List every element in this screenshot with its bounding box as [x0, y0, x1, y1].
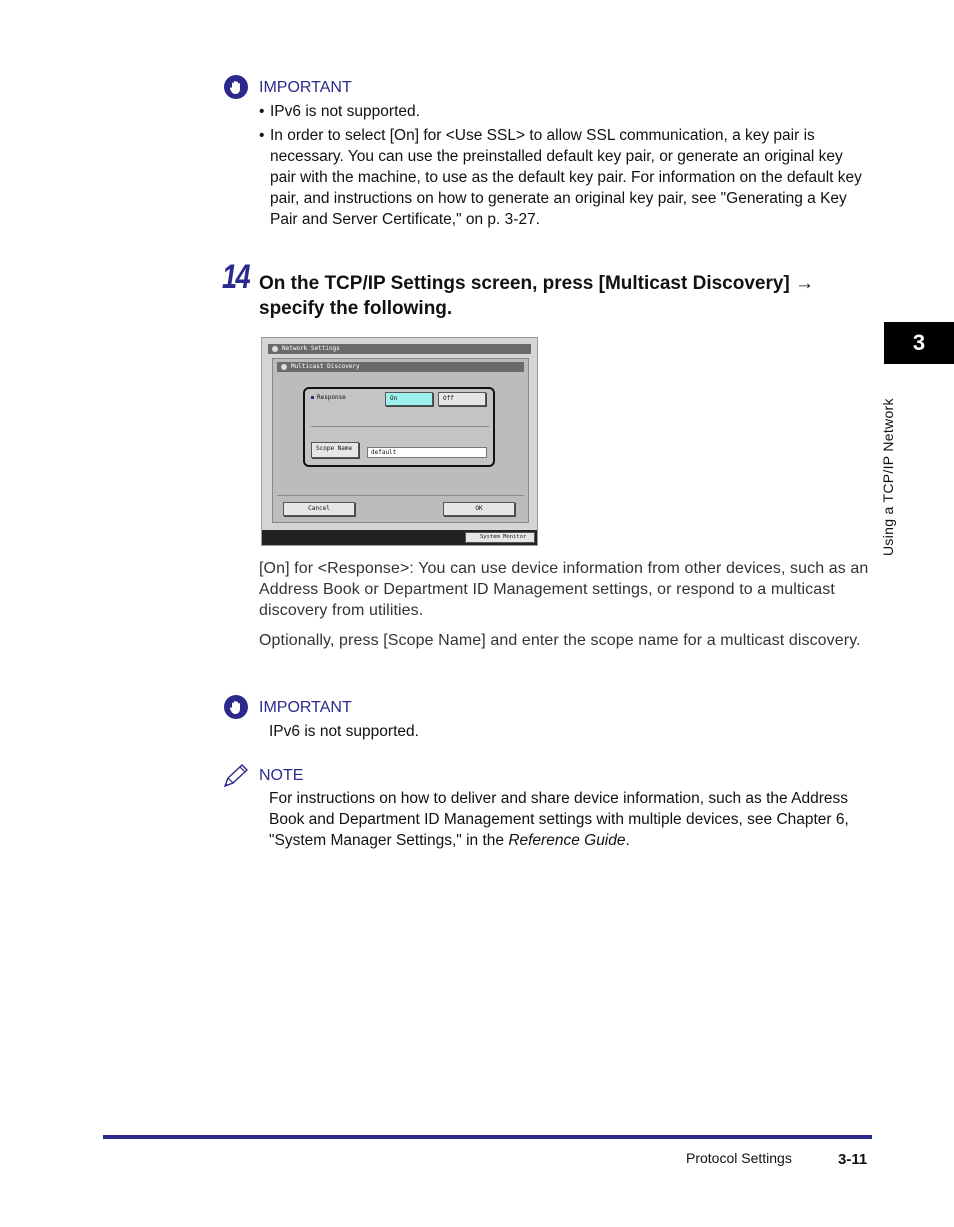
network-icon: [281, 364, 287, 370]
response-bullet-icon: [311, 396, 314, 399]
list-item: • IPv6 is not supported.: [259, 101, 871, 122]
hand-stop-icon: [224, 75, 248, 99]
window-title: Network Settings: [282, 345, 340, 352]
scope-name-field[interactable]: default: [367, 447, 487, 458]
description-scope-name: Optionally, press [Scope Name] and enter the scope name for a multicast discovery.: [259, 632, 861, 649]
step-title-part1: On the TCP/IP Settings screen, press [Multicast Discovery]: [259, 273, 796, 294]
divider: [311, 426, 489, 427]
response-label: Response: [317, 394, 346, 401]
status-bar: [262, 530, 537, 545]
network-icon: [272, 346, 278, 352]
dialog-title: Multicast Discovery: [291, 363, 360, 370]
scope-name-button[interactable]: Scope Name: [311, 442, 359, 458]
device-screenshot: [261, 337, 538, 546]
settings-frame: [303, 387, 495, 467]
on-button[interactable]: On: [385, 392, 433, 406]
note-text-main: For instructions on how to deliver and share device information, such as the Address Book and Department ID Management settings with multiple devices, see Chapter 6, "System Manager Settings," in the: [269, 790, 849, 849]
page-number: 3-11: [838, 1151, 868, 1168]
important-heading: IMPORTANT: [259, 699, 352, 716]
divider: [277, 495, 524, 496]
step-number: 14: [222, 258, 250, 296]
important-heading: IMPORTANT: [259, 79, 352, 96]
note-text: [269, 788, 871, 851]
step-title: [259, 271, 879, 321]
system-monitor-button[interactable]: System Monitor: [465, 532, 535, 543]
description-response: [On] for <Response>: You can use device information from other devices, such as an Address Book or Department ID Management settings, or respond to a multicast discovery from utilities.: [259, 560, 869, 619]
chapter-tab: 3: [884, 322, 954, 364]
note-heading: NOTE: [259, 767, 304, 784]
reference-guide-title: Reference Guide: [508, 832, 626, 849]
dialog-title-bar: [277, 362, 524, 372]
step-title-part2: specify the following.: [259, 298, 453, 319]
important-text: IPv6 is not supported.: [269, 723, 419, 740]
window-title-bar: [268, 344, 531, 354]
hand-stop-icon: [224, 695, 248, 719]
cancel-button[interactable]: Cancel: [283, 502, 355, 516]
ok-button[interactable]: OK: [443, 502, 515, 516]
arrow-right-icon: →: [795, 273, 815, 294]
note-text-end: .: [625, 832, 630, 849]
footer-section: Protocol Settings: [686, 1150, 792, 1166]
pencil-icon: [222, 763, 250, 789]
off-button[interactable]: Off: [438, 392, 486, 406]
dialog-panel: [272, 358, 529, 523]
footer-rule: [103, 1135, 872, 1139]
chapter-title: Using a TCP/IP Network: [880, 398, 896, 556]
important-bullet-list: [259, 101, 871, 233]
list-item: • In order to select [On] for <Use SSL> to allow SSL communication, a key pair is necessary. You can use the preinstalled default key pair, or generate an original key pair with the machine, to use as the default key pair. For information on the default key pair, and instructions on how to generate an original key pair, see "Generating a Key Pair and Server Certificate," on p. 3-27.: [259, 125, 871, 230]
